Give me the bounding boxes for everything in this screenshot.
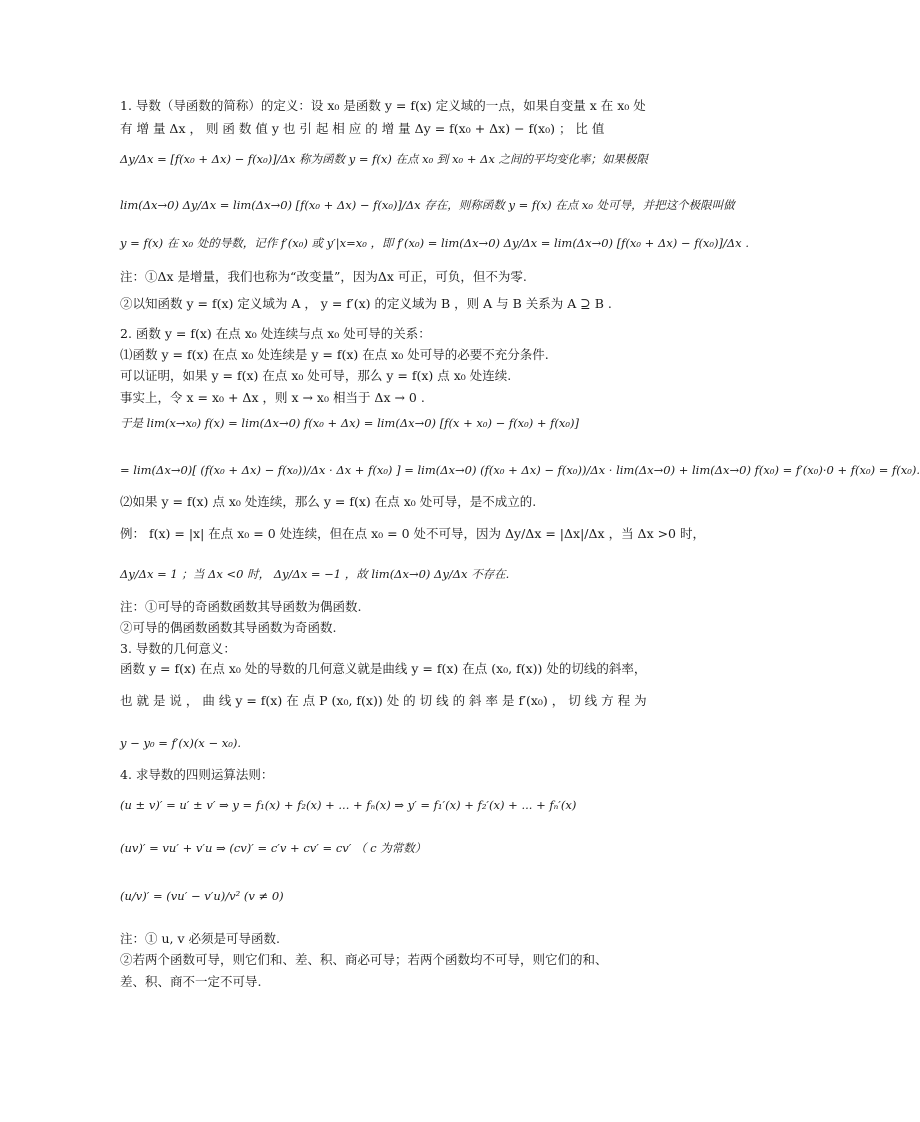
line-27: 注：① u, v 必须是可导函数.	[120, 931, 280, 946]
line-26: (u/v)′ = (vu′ − v′u)/v² (v ≠ 0)	[120, 889, 284, 903]
line-1: 1. 导数（导函数的简称）的定义：设 x₀ 是函数 y = f(x) 定义域的一点，如果自变量 x 在 x₀ 处	[120, 98, 646, 113]
line-16: Δy/Δx = 1 ；当 Δx <0 时， Δy/Δx = −1 ，故 lim(Δx→0) Δy/Δx 不存在.	[120, 567, 510, 581]
line-28: ②若两个函数可导，则它们和、差、积、商必可导；若两个函数均不可导，则它们的和、	[120, 952, 608, 967]
line-20: 函数 y = f(x) 在点 x₀ 处的导数的几何意义就是曲线 y = f(x) 在点 (x₀, f(x)) 处的切线的斜率，	[120, 661, 647, 676]
line-29: 差、积、商不一定不可导.	[120, 974, 262, 989]
line-3: Δy/Δx = [f(x₀ + Δx) − f(x₀)]/Δx 称为函数 y = f(x) 在点 x₀ 到 x₀ + Δx 之间的平均变化率；如果极限	[120, 152, 649, 166]
line-19: 3. 导数的几何意义：	[120, 641, 236, 656]
line-10: 可以证明，如果 y = f(x) 在点 x₀ 处可导，那么 y = f(x) 点 x₀ 处连续.	[120, 368, 512, 383]
line-8: 2. 函数 y = f(x) 在点 x₀ 处连续与点 x₀ 处可导的关系：	[120, 326, 431, 341]
line-13: = lim(Δx→0)[ (f(x₀ + Δx) − f(x₀))/Δx · Δx + f(x₀) ] = lim(Δx→0) (f(x₀ + Δx) − f(x₀))/Δx · lim(Δx→0) + lim(Δx→0) f(x₀) = f′(x₀)·0 + f(x₀) = f(x₀).	[120, 463, 920, 477]
line-12: 于是 lim(x→x₀) f(x) = lim(Δx→0) f(x₀ + Δx) = lim(Δx→0) [f(x + x₀) − f(x₀) + f(x₀)]	[120, 416, 579, 430]
line-9: ⑴函数 y = f(x) 在点 x₀ 处连续是 y = f(x) 在点 x₀ 处可导的必要不充分条件.	[120, 347, 549, 362]
line-7: ②以知函数 y = f(x) 定义域为 A ， y = f′(x) 的定义域为 B ，则 A 与 B 关系为 A ⊇ B .	[120, 296, 612, 311]
line-2: 有 增 量 Δx ， 则 函 数 值 y 也 引 起 相 应 的 增 量 Δy = f(x₀ + Δx) − f(x₀) ； 比 值	[120, 121, 605, 136]
line-23: 4. 求导数的四则运算法则：	[120, 767, 274, 782]
line-4: lim(Δx→0) Δy/Δx = lim(Δx→0) [f(x₀ + Δx) − f(x₀)]/Δx 存在，则称函数 y = f(x) 在点 x₀ 处可导，并把这个极限叫做	[120, 198, 735, 212]
line-22: y − y₀ = f′(x)(x − x₀).	[120, 736, 241, 750]
line-14: ⑵如果 y = f(x) 点 x₀ 处连续，那么 y = f(x) 在点 x₀ 处可导，是不成立的.	[120, 494, 537, 509]
line-24: (u ± v)′ = u′ ± v′ ⇒ y = f₁(x) + f₂(x) + ... + fₙ(x) ⇒ y′ = f₁′(x) + f₂′(x) + ... + fₙ′(x)	[120, 798, 577, 812]
line-6: 注：①Δx 是增量，我们也称为“改变量”，因为Δx 可正，可负，但不为零.	[120, 269, 527, 284]
line-17: 注：①可导的奇函数函数其导函数为偶函数.	[120, 599, 362, 614]
line-18: ②可导的偶函数函数其导函数为奇函数.	[120, 620, 337, 635]
line-25: (uv)′ = vu′ + v′u ⇒ (cv)′ = c′v + cv′ = cv′ （ c 为常数）	[120, 841, 427, 855]
line-11: 事实上，令 x = x₀ + Δx ，则 x → x₀ 相当于 Δx → 0 .	[120, 390, 425, 405]
line-5: y = f(x) 在 x₀ 处的导数，记作 f′(x₀) 或 y′|x=x₀ ，即 f′(x₀) = lim(Δx→0) Δy/Δx = lim(Δx→0) [f(x₀ + Δx) − f(x₀)]/Δx .	[120, 236, 749, 250]
line-21: 也 就 是 说 ， 曲 线 y = f(x) 在 点 P (x₀, f(x)) 处 的 切 线 的 斜 率 是 f′(x₀) ， 切 线 方 程 为	[120, 693, 647, 708]
line-15: 例： f(x) = |x| 在点 x₀ = 0 处连续，但在点 x₀ = 0 处不可导，因为 Δy/Δx = |Δx|/Δx ，当 Δx >0 时，	[120, 526, 705, 541]
